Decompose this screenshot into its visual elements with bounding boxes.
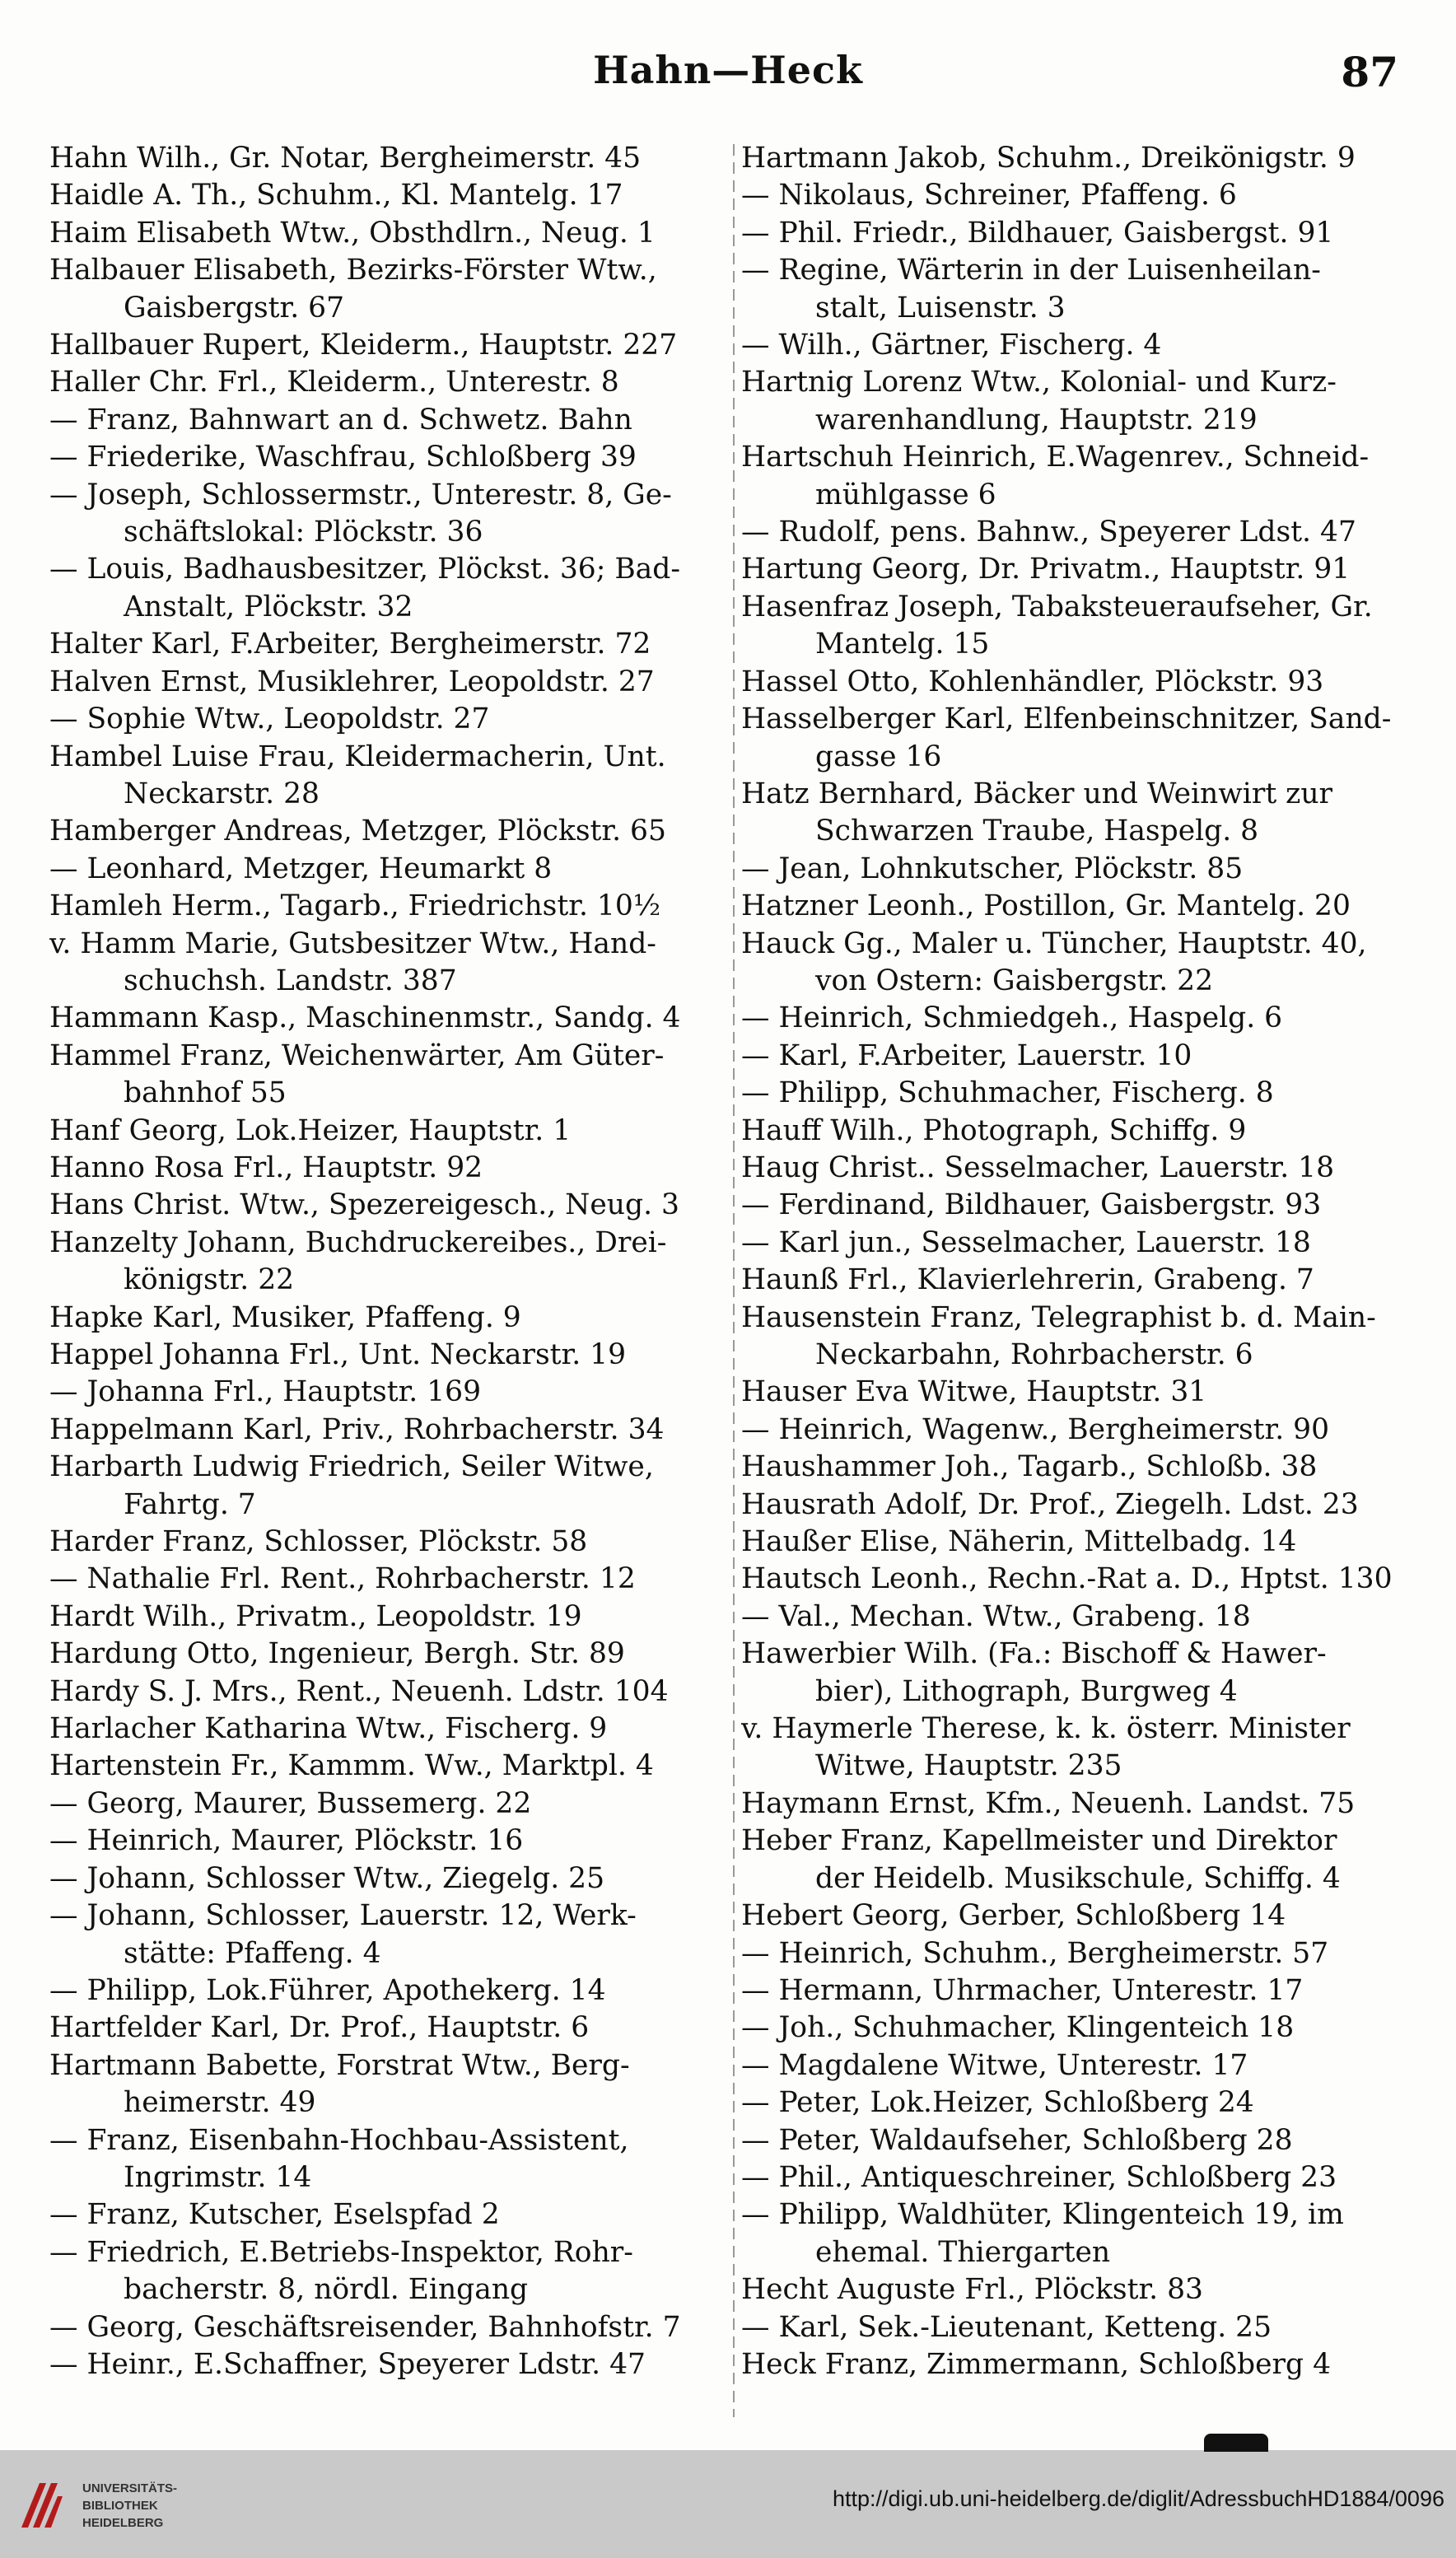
directory-entry (49, 926, 726, 1001)
entry-continuation-line: stätte: Pfaffeng. 4 (124, 1936, 381, 1970)
entry-line: — Rudolf, pens. Bahnw., Speyerer Ldst. 47 (741, 516, 1356, 549)
library-name-line: HEIDELBERG (82, 2516, 164, 2530)
entry-continuation-line: Fahrtg. 7 (124, 1487, 256, 1521)
directory-entry (741, 2346, 1425, 2383)
library-name-line: UNIVERSITÄTS- (82, 2481, 178, 2495)
directory-entry (49, 439, 726, 476)
entry-line: Harbarth Ludwig Friedrich, Seiler Witwe, (49, 1450, 654, 1484)
entry-line: Haushammer Joh., Tagarb., Schloßb. 38 (741, 1450, 1318, 1484)
page-tab-marker (1204, 2434, 1268, 2452)
entry-continuation-line: gasse 16 (815, 740, 942, 773)
column-divider (733, 144, 735, 2417)
page-number: 87 (1341, 48, 1398, 96)
directory-entry (741, 1038, 1425, 1075)
entry-line: Heber Franz, Kapellmeister und Direktor (741, 1824, 1337, 1858)
entry-continuation-line: königstr. 22 (124, 1263, 295, 1297)
directory-entry (741, 1599, 1425, 1636)
directory-entry (49, 1823, 726, 1860)
entry-line: Hartmann Babette, Forstrat Wtw., Berg- (49, 2048, 630, 2082)
entry-line: — Heinrich, Schuhm., Bergheimerstr. 57 (741, 1936, 1329, 1970)
directory-entry (49, 1300, 726, 1337)
entry-line: — Franz, Eisenbahn-Hochbau-Assistent, (49, 2123, 629, 2157)
entry-line: Hardy S. J. Mrs., Rent., Neuenh. Ldstr. 104 (49, 1674, 669, 1708)
entry-line: — Georg, Geschäftsreisender, Bahnhofstr. 7 (49, 2310, 681, 2344)
directory-entry (741, 1897, 1425, 1935)
directory-entry (741, 1785, 1425, 1823)
directory-entry (49, 2309, 726, 2346)
entry-line: Happelmann Karl, Priv., Rohrbacherstr. 34 (49, 1412, 665, 1446)
directory-entry (741, 215, 1425, 252)
entry-line: — Wilh., Gärtner, Fischerg. 4 (741, 329, 1162, 362)
directory-entry (49, 1748, 726, 1785)
entry-continuation-line: schuchsh. Landstr. 387 (124, 964, 457, 997)
directory-entry (741, 252, 1425, 327)
permalink-url[interactable]: http://digi.ub.uni-heidelberg.de/diglit/AdressbuchHD1884/0096 (832, 2486, 1444, 2511)
directory-entry (49, 327, 726, 364)
entry-line: v. Haymerle Therese, k. k. österr. Minister (741, 1712, 1351, 1746)
directory-entry (741, 2309, 1425, 2346)
entry-line: — Heinrich, Schmiedgeh., Haspelg. 6 (741, 1001, 1283, 1035)
directory-entry (741, 439, 1425, 514)
directory-entry (49, 364, 726, 401)
directory-entry (49, 1412, 726, 1449)
entry-continuation-line: Neckarstr. 28 (124, 777, 320, 810)
directory-entry (741, 1225, 1425, 1262)
entry-line: Harder Franz, Schlosser, Plöckstr. 58 (49, 1525, 588, 1559)
directory-entry (49, 1972, 726, 2010)
directory-entry (741, 2196, 1425, 2271)
entry-line: — Karl jun., Sesselmacher, Lauerstr. 18 (741, 1225, 1311, 1259)
directory-entry (741, 327, 1425, 364)
entry-line: — Phil. Friedr., Bildhauer, Gaisbergst. 91 (741, 216, 1334, 250)
directory-entry (49, 1636, 726, 1673)
entry-continuation-line: Ingrimstr. 14 (124, 2160, 312, 2194)
directory-entry (49, 664, 726, 701)
directory-entry (49, 477, 726, 552)
directory-entry (49, 140, 726, 177)
directory-entry (49, 1337, 726, 1374)
entry-line: Happel Johanna Frl., Unt. Neckarstr. 19 (49, 1338, 627, 1371)
directory-entry (741, 1262, 1425, 1299)
directory-entry (49, 888, 726, 925)
viewer-footer (0, 2450, 1456, 2558)
directory-entry (49, 1038, 726, 1113)
directory-entry (741, 2271, 1425, 2308)
entry-line: Hatz Bernhard, Bäcker und Weinwirt zur (741, 777, 1333, 810)
entry-continuation-line: Witwe, Hauptstr. 235 (815, 1749, 1122, 1783)
entry-line: — Joh., Schuhmacher, Klingenteich 18 (741, 2011, 1295, 2045)
entry-line: Hartenstein Fr., Kammm. Ww., Marktpl. 4 (49, 1749, 654, 1783)
running-head: Hahn—Heck (593, 48, 863, 92)
entry-line: — Hermann, Uhrmacher, Unterestr. 17 (741, 1973, 1304, 2007)
entry-line: Hanno Rosa Frl., Hauptstr. 92 (49, 1151, 483, 1184)
directory-entry (741, 1113, 1425, 1150)
entry-line: — Joseph, Schlossermstr., Unterestr. 8, Ge- (49, 478, 672, 511)
directory-entry (49, 2346, 726, 2383)
directory-entry (49, 1225, 726, 1300)
entry-line: Haunß Frl., Klavierlehrerin, Grabeng. 7 (741, 1263, 1314, 1297)
entry-continuation-line: bahnhof 55 (124, 1076, 287, 1110)
entry-line: — Regine, Wärterin in der Luisenheilan- (741, 254, 1321, 287)
directory-entry (49, 2122, 726, 2197)
entry-line: Hanzelty Johann, Buchdruckereibes., Drei- (49, 1225, 667, 1259)
entry-line: — Ferdinand, Bildhauer, Gaisbergstr. 93 (741, 1188, 1322, 1222)
entry-line: Halter Karl, F.Arbeiter, Bergheimerstr. 72 (49, 628, 651, 661)
directory-entry (49, 402, 726, 439)
entry-continuation-line: bier), Lithograph, Burgweg 4 (815, 1674, 1238, 1708)
directory-entry (49, 177, 726, 214)
directory-entry (49, 1374, 726, 1411)
directory-entry (741, 2010, 1425, 2047)
directory-entry (741, 1449, 1425, 1486)
directory-entry (741, 1935, 1425, 1972)
directory-entry (741, 1000, 1425, 1037)
entry-line: — Heinrich, Maurer, Plöckstr. 16 (49, 1824, 524, 1858)
entry-line: — Peter, Waldaufseher, Schloßberg 28 (741, 2123, 1293, 2157)
entry-line: Halbauer Elisabeth, Bezirks-Förster Wtw., (49, 254, 657, 287)
entry-line: Haymann Ernst, Kfm., Neuenh. Landst. 75 (741, 1786, 1356, 1820)
directory-entry (741, 589, 1425, 664)
entry-line: Hauff Wilh., Photograph, Schiffg. 9 (741, 1113, 1247, 1147)
directory-entry (741, 1636, 1425, 1711)
directory-entry (49, 2196, 726, 2234)
entry-line: — Johann, Schlosser Wtw., Ziegelg. 25 (49, 1861, 605, 1895)
left-column (49, 140, 726, 2383)
entry-line: Hartmann Jakob, Schuhm., Dreikönigstr. 9 (741, 142, 1356, 175)
directory-entry (741, 177, 1425, 214)
entry-continuation-line: stalt, Luisenstr. 3 (815, 291, 1066, 324)
entry-line: Hartfelder Karl, Dr. Prof., Hauptstr. 6 (49, 2011, 590, 2045)
directory-entry (741, 551, 1425, 588)
directory-entry (49, 2010, 726, 2047)
entry-line: — Jean, Lohnkutscher, Plöckstr. 85 (741, 852, 1244, 885)
entry-line: — Heinrich, Wagenw., Bergheimerstr. 90 (741, 1412, 1330, 1446)
directory-entry (741, 2047, 1425, 2084)
entry-line: Hasselberger Karl, Elfenbeinschnitzer, Sand- (741, 703, 1392, 736)
entry-line: Haidle A. Th., Schuhm., Kl. Mantelg. 17 (49, 179, 623, 212)
directory-entry (741, 664, 1425, 701)
directory-entry (49, 551, 726, 626)
entry-continuation-line: Gaisbergstr. 67 (124, 291, 345, 324)
directory-entry (741, 364, 1425, 439)
entry-line: Hans Christ. Wtw., Spezereigesch., Neug. 3 (49, 1188, 679, 1222)
entry-line: — Friederike, Waschfrau, Schloßberg 39 (49, 441, 637, 474)
entry-continuation-line: schäftslokal: Plöckstr. 36 (124, 516, 483, 549)
directory-entry (49, 1711, 726, 1748)
directory-entry (741, 851, 1425, 888)
directory-entry (49, 1113, 726, 1150)
directory-entry (741, 140, 1425, 177)
entry-line: Hautsch Leonh., Rechn.-Rat a. D., Hptst. 130 (741, 1562, 1393, 1596)
directory-entry (49, 1673, 726, 1711)
library-name (82, 2480, 177, 2532)
entry-line: Hardt Wilh., Privatm., Leopoldstr. 19 (49, 1599, 582, 1633)
directory-entry (741, 1374, 1425, 1411)
entry-line: — Philipp, Waldhüter, Klingenteich 19, im (741, 2198, 1344, 2232)
entry-line: Hartschuh Heinrich, E.Wagenrev., Schneid- (741, 441, 1370, 474)
entry-line: Hausrath Adolf, Dr. Prof., Ziegelh. Ldst. 23 (741, 1487, 1359, 1521)
library-name-line: BIBLIOTHEK (82, 2499, 158, 2513)
directory-entry (49, 1000, 726, 1037)
entry-line: Hapke Karl, Musiker, Pfaffeng. 9 (49, 1300, 521, 1334)
entry-line: Hauck Gg., Maler u. Tüncher, Hauptstr. 40, (741, 927, 1367, 960)
entry-line: Hebert Georg, Gerber, Schloßberg 14 (741, 1899, 1286, 1933)
entry-line: Hauser Eva Witwe, Hauptstr. 31 (741, 1375, 1207, 1409)
entry-line: Hallbauer Rupert, Kleiderm., Hauptstr. 227 (49, 329, 678, 362)
directory-entry (741, 1823, 1425, 1897)
directory-entry (49, 215, 726, 252)
directory-entry (741, 2159, 1425, 2196)
directory-entry (741, 701, 1425, 776)
library-logo-icon (15, 2476, 72, 2534)
entry-continuation-line: der Heidelb. Musikschule, Schiffg. 4 (815, 1861, 1341, 1895)
entry-line: — Georg, Maurer, Bussemerg. 22 (49, 1786, 532, 1820)
directory-entry (49, 701, 726, 738)
entry-line: Hamleh Herm., Tagarb., Friedrichstr. 10½ (49, 889, 661, 923)
directory-entry (49, 739, 726, 814)
entry-line: Harlacher Katharina Wtw., Fischerg. 9 (49, 1712, 608, 1746)
entry-line: Hassel Otto, Kohlenhändler, Plöckstr. 93 (741, 665, 1324, 698)
entry-line: — Franz, Kutscher, Eselspfad 2 (49, 2198, 500, 2232)
directory-entry (741, 2084, 1425, 2122)
entry-line: v. Hamm Marie, Gutsbesitzer Wtw., Hand- (49, 927, 656, 960)
entry-line: Haußer Elise, Näherin, Mittelbadg. 14 (741, 1525, 1297, 1559)
entry-line: Halven Ernst, Musiklehrer, Leopoldstr. 27 (49, 665, 655, 698)
entry-line: — Louis, Badhausbesitzer, Plöckst. 36; Bad- (49, 553, 680, 586)
entry-line: — Leonhard, Metzger, Heumarkt 8 (49, 852, 553, 885)
directory-entry (741, 1972, 1425, 2010)
entry-line: — Heinr., E.Schaffner, Speyerer Ldstr. 47 (49, 2347, 646, 2381)
entry-line: Hecht Auguste Frl., Plöckstr. 83 (741, 2273, 1203, 2307)
entry-continuation-line: Schwarzen Traube, Haspelg. 8 (815, 815, 1259, 848)
directory-entry (49, 1785, 726, 1823)
directory-entry (741, 1187, 1425, 1224)
directory-entry (49, 252, 726, 327)
directory-entry (741, 1524, 1425, 1561)
entry-line: — Karl, F.Arbeiter, Lauerstr. 10 (741, 1039, 1192, 1072)
directory-entry (741, 776, 1425, 851)
directory-entry (741, 1300, 1425, 1375)
entry-line: Hanf Georg, Lok.Heizer, Hauptstr. 1 (49, 1113, 572, 1147)
entry-continuation-line: Neckarbahn, Rohrbacherstr. 6 (815, 1338, 1253, 1371)
entry-line: Hatzner Leonh., Postillon, Gr. Mantelg. 20 (741, 889, 1351, 923)
entry-line: — Philipp, Lok.Führer, Apothekerg. 14 (49, 1973, 606, 2007)
entry-line: Haim Elisabeth Wtw., Obsthdlrn., Neug. 1 (49, 216, 656, 250)
directory-entry (49, 1599, 726, 1636)
directory-entry (741, 888, 1425, 925)
directory-entry (741, 2122, 1425, 2159)
entry-continuation-line: mühlgasse 6 (815, 478, 996, 511)
entry-continuation-line: bacherstr. 8, nördl. Eingang (124, 2273, 529, 2307)
entry-line: — Johanna Frl., Hauptstr. 169 (49, 1375, 482, 1409)
entry-continuation-line: Anstalt, Plöckstr. 32 (124, 590, 413, 623)
entry-line: — Friedrich, E.Betriebs-Inspektor, Rohr- (49, 2235, 633, 2269)
directory-entry (741, 1412, 1425, 1449)
entry-line: Hausenstein Franz, Telegraphist b. d. Main- (741, 1300, 1376, 1334)
directory-entry (49, 1150, 726, 1187)
entry-line: Hammann Kasp., Maschinenmstr., Sandg. 4 (49, 1001, 681, 1035)
entry-continuation-line: heimerstr. 49 (124, 2086, 316, 2120)
entry-line: Haug Christ.. Sesselmacher, Lauerstr. 18 (741, 1151, 1335, 1184)
directory-entry (49, 2234, 726, 2309)
entry-line: — Franz, Bahnwart an d. Schwetz. Bahn (49, 403, 632, 436)
entry-line: Haller Chr. Frl., Kleiderm., Unterestr. 8 (49, 366, 619, 399)
entry-line: Hartnig Lorenz Wtw., Kolonial- und Kurz- (741, 366, 1337, 399)
entry-line: — Karl, Sek.-Lieutenant, Ketteng. 25 (741, 2310, 1272, 2344)
entry-continuation-line: von Ostern: Gaisbergstr. 22 (815, 964, 1214, 997)
entry-line: Hammel Franz, Weichenwärter, Am Güter- (49, 1039, 665, 1072)
entry-line: — Nikolaus, Schreiner, Pfaffeng. 6 (741, 179, 1237, 212)
directory-entry (741, 926, 1425, 1001)
entry-line: Heck Franz, Zimmermann, Schloßberg 4 (741, 2347, 1332, 2381)
entry-line: Hahn Wilh., Gr. Notar, Bergheimerstr. 45 (49, 142, 642, 175)
entry-continuation-line: warenhandlung, Hauptstr. 219 (815, 403, 1258, 436)
entry-line: Hawerbier Wilh. (Fa.: Bischoff & Hawer- (741, 1637, 1327, 1671)
entry-line: — Peter, Lok.Heizer, Schloßberg 24 (741, 2086, 1254, 2120)
directory-entry (741, 1711, 1425, 1785)
entry-line: — Nathalie Frl. Rent., Rohrbacherstr. 12 (49, 1562, 636, 1596)
entry-line: — Philipp, Schuhmacher, Fischerg. 8 (741, 1076, 1274, 1110)
right-column (741, 140, 1425, 2383)
directory-entry (49, 1897, 726, 1972)
entry-line: — Magdalene Witwe, Unterestr. 17 (741, 2048, 1248, 2082)
directory-entry (49, 1524, 726, 1561)
directory-entry (49, 813, 726, 850)
directory-entry (49, 1449, 726, 1524)
entry-line: — Johann, Schlosser, Lauerstr. 12, Werk- (49, 1899, 637, 1933)
directory-entry (741, 1561, 1425, 1598)
directory-entry (741, 1150, 1425, 1187)
directory-entry (49, 851, 726, 888)
entry-line: Hambel Luise Frau, Kleidermacherin, Unt. (49, 740, 666, 773)
entry-line: Hasenfraz Joseph, Tabaksteueraufseher, Gr. (741, 590, 1373, 623)
entry-continuation-line: Mantelg. 15 (815, 628, 990, 661)
entry-continuation-line: ehemal. Thiergarten (815, 2235, 1111, 2269)
entry-line: — Sophie Wtw., Leopoldstr. 27 (49, 703, 490, 736)
directory-entry (741, 514, 1425, 551)
directory-entry (49, 1187, 726, 1224)
directory-entry (49, 1561, 726, 1598)
entry-line: Hamberger Andreas, Metzger, Plöckstr. 65 (49, 815, 666, 848)
directory-entry (49, 626, 726, 663)
directory-entry (49, 2047, 726, 2122)
directory-entry (741, 1075, 1425, 1112)
entry-line: — Phil., Antiqueschreiner, Schloßberg 23 (741, 2160, 1337, 2194)
directory-entry (49, 1860, 726, 1897)
entry-line: Hartung Georg, Dr. Privatm., Hauptstr. 91 (741, 553, 1351, 586)
directory-entry (741, 1487, 1425, 1524)
entry-line: — Val., Mechan. Wtw., Grabeng. 18 (741, 1599, 1251, 1633)
entry-line: Hardung Otto, Ingenieur, Bergh. Str. 89 (49, 1637, 625, 1671)
